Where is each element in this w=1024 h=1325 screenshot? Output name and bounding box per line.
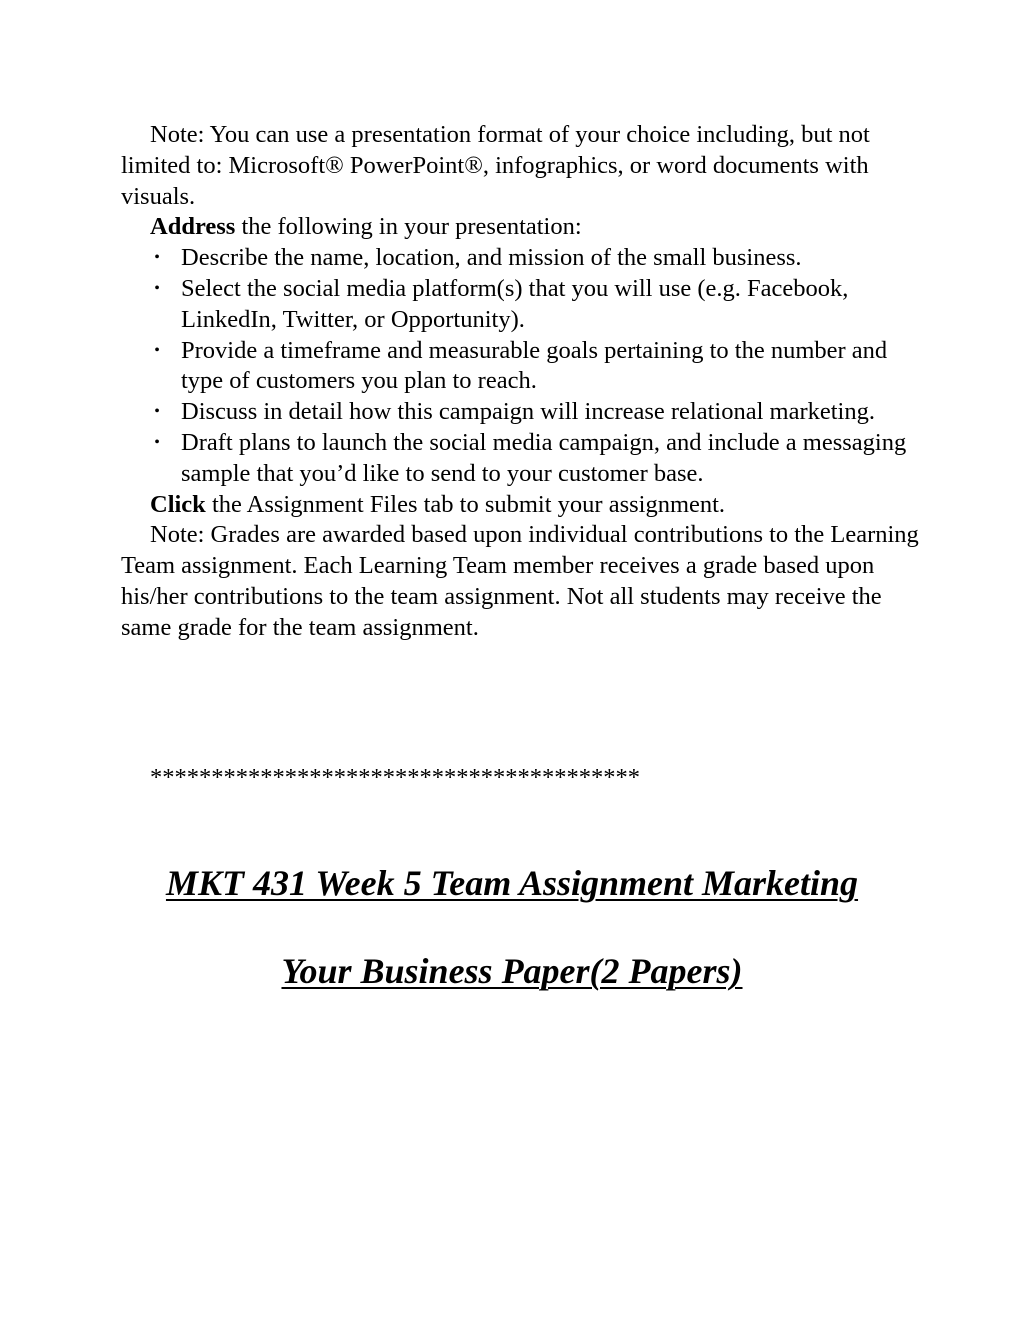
document-title-line-1: MKT 431 Week 5 Team Assignment Marketing — [165, 863, 859, 903]
click-line-text: the Assignment Files tab to submit your assignment. — [205, 490, 726, 518]
bullet-icon: • — [154, 341, 160, 359]
list-item — [121, 428, 921, 490]
separator-stars: **************************************** — [150, 764, 640, 791]
note-grades-paragraph: Note: Grades are awarded based upon individual contributions to the Learning Team assignment. Each Learning Team member receives a grade based upon his/her contributions to the team assignment. Not all students may receive the same grade for the team assignment. — [121, 521, 919, 641]
bullet-icon: • — [154, 403, 160, 421]
list-item — [121, 397, 921, 428]
list-item — [121, 336, 921, 398]
address-bold-word: Address — [150, 213, 236, 241]
address-line-text: the following in your presentation: — [235, 213, 582, 241]
list-item-text: Provide a timeframe and measurable goals pertaining to the number and type of customers you plan to reach. — [181, 336, 888, 395]
bullet-icon: • — [154, 279, 160, 297]
address-line — [121, 212, 921, 243]
list-item — [121, 274, 921, 336]
note-intro-paragraph: Note: You can use a presentation format of your choice including, but not limited to: Microsoft® PowerPoint®, infographics, or word documents with visuals. — [121, 121, 870, 210]
list-item-text: Draft plans to launch the social media campaign, and include a messaging sample that you’d like to send to your customer base. — [181, 428, 907, 487]
list-item-text: Select the social media platform(s) that you will use (e.g. Facebook, LinkedIn, Twitter, or Opportunity). — [181, 274, 849, 333]
document-title-line-2: Your Business Paper(2 Papers) — [281, 951, 743, 991]
bullet-icon: • — [154, 433, 160, 451]
click-line — [121, 490, 921, 521]
list-item-text: Describe the name, location, and mission of the small business. — [181, 244, 802, 272]
assignment-instructions — [121, 120, 921, 644]
list-item — [121, 243, 921, 274]
requirements-list — [121, 243, 921, 489]
click-bold-word: Click — [150, 490, 206, 518]
list-item-text: Discuss in detail how this campaign will increase relational marketing. — [181, 398, 875, 426]
bullet-icon: • — [154, 249, 160, 267]
